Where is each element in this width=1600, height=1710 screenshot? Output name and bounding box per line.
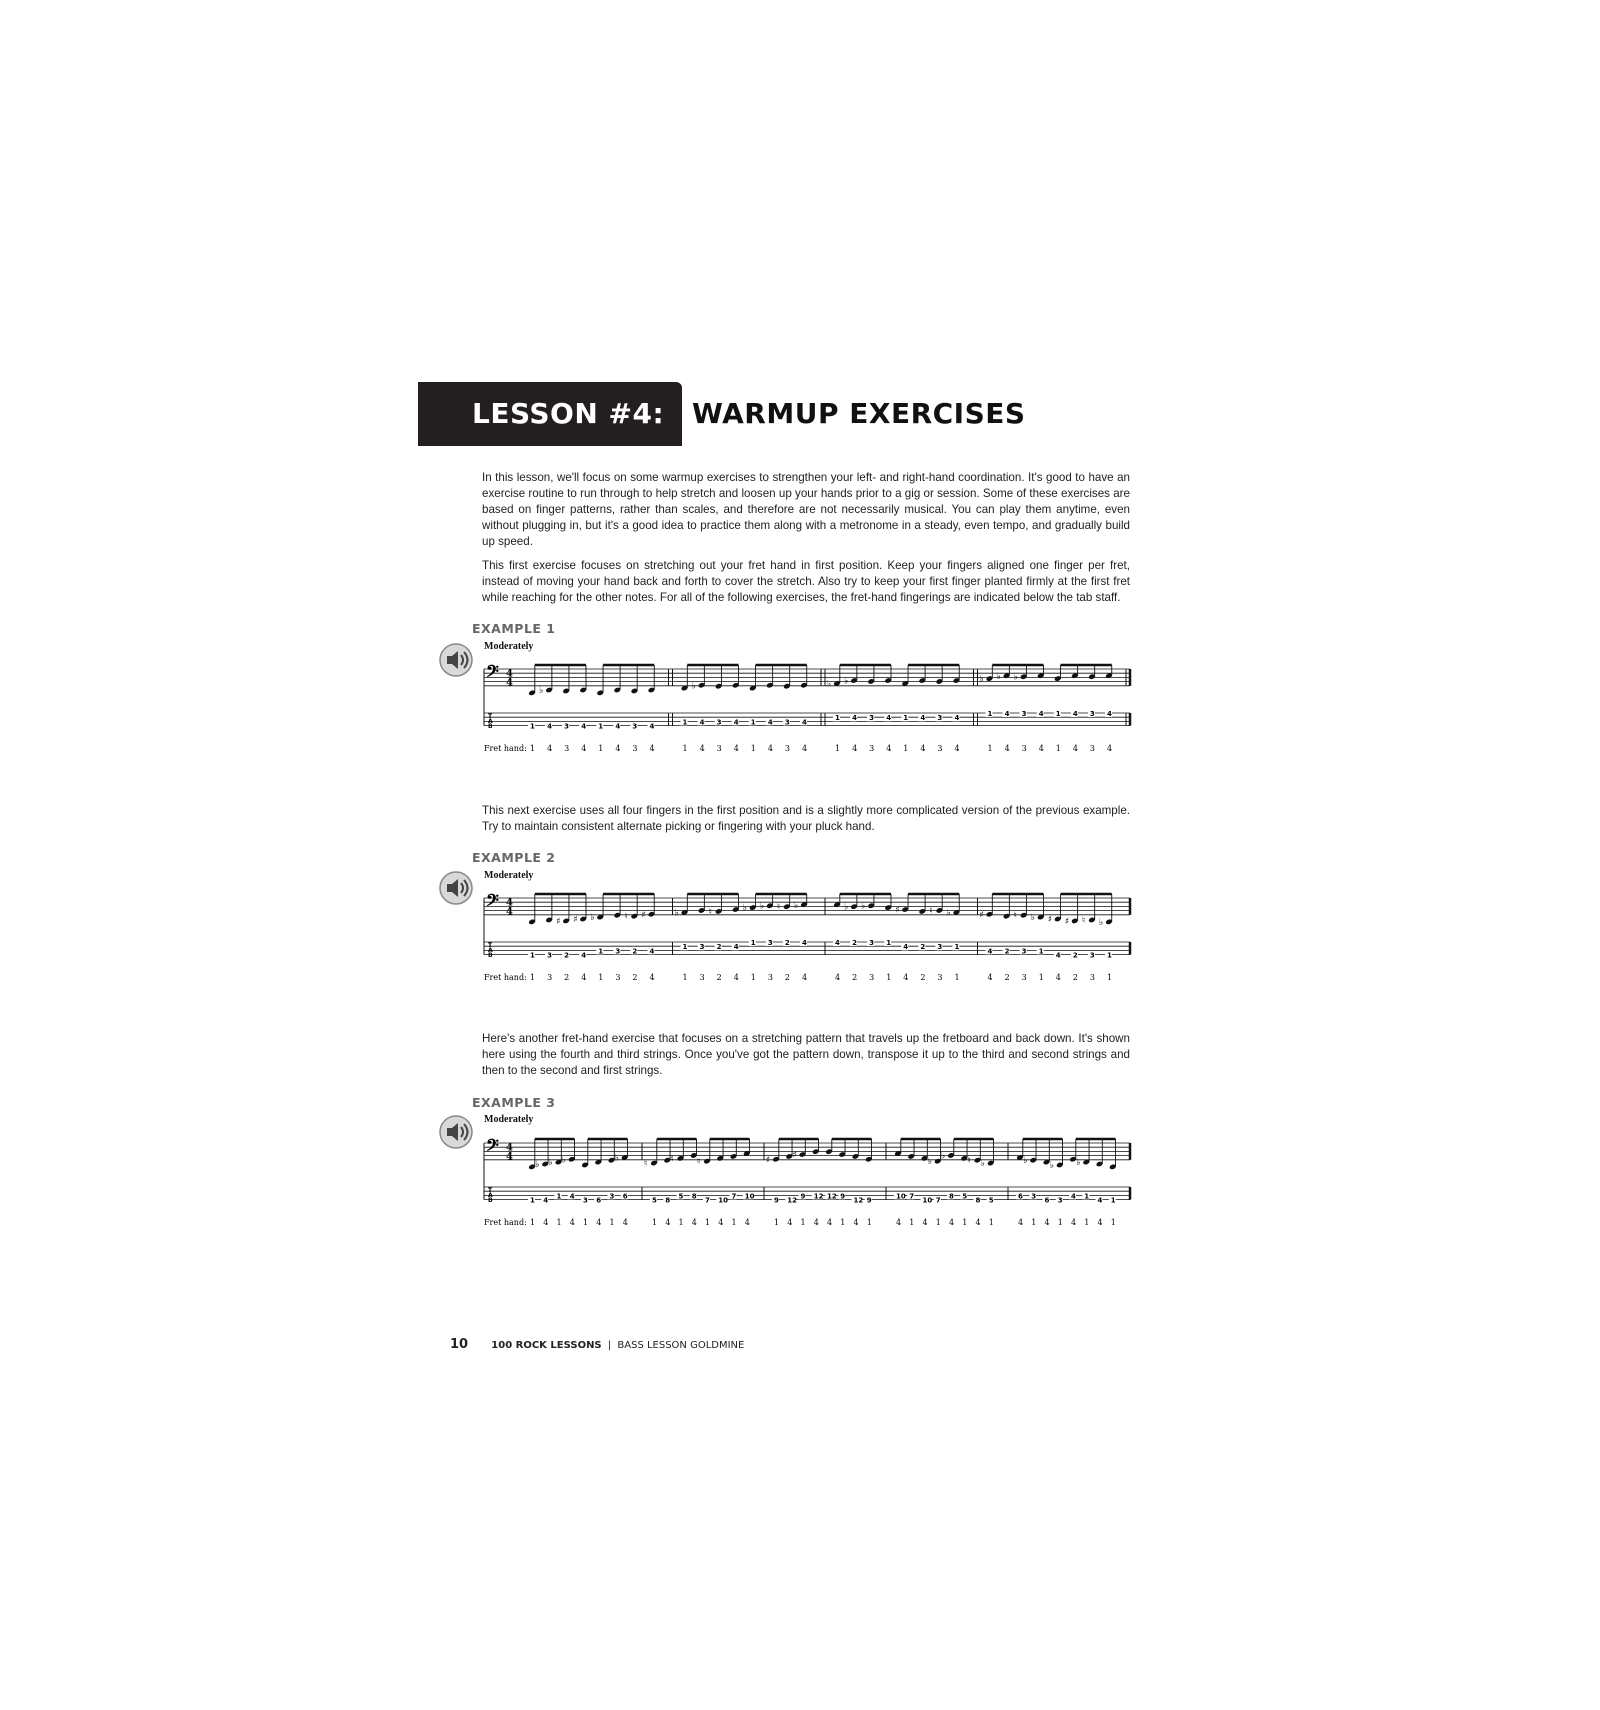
audio-speaker-icon[interactable] bbox=[438, 870, 474, 906]
tab-number: 7 bbox=[731, 1192, 737, 1201]
accidental: ♯ bbox=[979, 910, 984, 921]
tab-clef-letter: A bbox=[488, 1192, 493, 1199]
tab-number: 3 bbox=[583, 1196, 588, 1205]
accidental: ♭ bbox=[793, 900, 799, 911]
fret-hand-finger: 3 bbox=[1021, 744, 1027, 753]
tab-number: 8 bbox=[691, 1192, 697, 1201]
fret-hand-finger: 4 bbox=[1072, 744, 1078, 753]
tab-number: 6 bbox=[1044, 1196, 1050, 1205]
accidental: ♭ bbox=[1013, 672, 1018, 683]
tab-number: 7 bbox=[909, 1192, 915, 1201]
tab-number: 9 bbox=[800, 1192, 806, 1201]
fret-hand-finger: 4 bbox=[733, 973, 739, 982]
fret-hand-finger: 4 bbox=[665, 1218, 671, 1227]
fret-hand-finger: 1 bbox=[530, 1218, 536, 1227]
example-2-label: EXAMPLE 2 bbox=[472, 850, 556, 865]
tab-number: 3 bbox=[699, 943, 705, 952]
fret-hand-finger: 4 bbox=[615, 744, 621, 753]
fret-hand-finger: 4 bbox=[853, 1218, 859, 1227]
tab-number: 3 bbox=[564, 722, 569, 731]
bass-clef: 𝄢 bbox=[486, 660, 499, 685]
fret-hand-finger: 2 bbox=[564, 973, 570, 982]
fret-hand-finger: 1 bbox=[1110, 1218, 1116, 1227]
tab-number: 3 bbox=[615, 947, 621, 956]
tab-number: 3 bbox=[767, 939, 773, 947]
fret-hand-finger: 4 bbox=[1044, 1218, 1050, 1227]
fret-hand-finger: 4 bbox=[543, 1218, 549, 1227]
tab-number: 9 bbox=[840, 1192, 846, 1201]
fret-hand-finger: 1 bbox=[678, 1218, 684, 1227]
fret-hand-finger: 1 bbox=[530, 744, 536, 753]
tab-number: 3 bbox=[784, 718, 790, 727]
tab-number: 4 bbox=[954, 714, 960, 723]
accidental: ♭ bbox=[1030, 913, 1035, 924]
tab-number: 1 bbox=[750, 718, 756, 727]
fret-hand-finger: 4 bbox=[813, 1218, 819, 1227]
tab-number: 4 bbox=[649, 947, 655, 956]
accidental: ♮ bbox=[929, 906, 933, 917]
fret-hand-finger: 2 bbox=[716, 973, 722, 982]
fret-hand-finger: 1 bbox=[530, 973, 536, 982]
tab-number: 3 bbox=[1021, 710, 1027, 718]
tab-number: 12 bbox=[827, 1192, 837, 1201]
tab-number: 3 bbox=[716, 718, 722, 727]
fret-hand-finger: 1 bbox=[962, 1218, 968, 1227]
accidental: ♭ bbox=[861, 901, 866, 912]
fret-hand-finger: 3 bbox=[937, 973, 943, 982]
fret-hand-finger: 1 bbox=[935, 1218, 941, 1227]
page-footer bbox=[450, 1337, 744, 1352]
tab-number: 5 bbox=[962, 1192, 968, 1201]
tab-number: 3 bbox=[1089, 710, 1095, 718]
tab-number: 4 bbox=[581, 722, 587, 731]
tab-number: 4 bbox=[767, 718, 773, 727]
tab-number: 4 bbox=[1055, 951, 1061, 960]
tab-number: 9 bbox=[866, 1196, 872, 1205]
fret-hand-finger: 3 bbox=[632, 744, 638, 753]
accidental: ♯ bbox=[895, 905, 900, 916]
fret-hand-finger: 4 bbox=[699, 744, 705, 753]
fret-hand-finger: 3 bbox=[716, 744, 722, 753]
accidental: ♮ bbox=[624, 912, 628, 923]
tab-number: 3 bbox=[1031, 1192, 1037, 1201]
tab-number: 4 bbox=[733, 718, 739, 727]
tab-clef-letter: T bbox=[488, 713, 493, 720]
tab-number: 12 bbox=[813, 1192, 824, 1201]
time-signature-bottom: 4 bbox=[506, 677, 513, 689]
example-1-notation bbox=[482, 653, 1134, 753]
tab-number: 8 bbox=[665, 1196, 671, 1205]
fret-hand-finger: 1 bbox=[583, 1218, 589, 1227]
fret-hand-finger: 4 bbox=[827, 1218, 833, 1227]
lesson-number-banner bbox=[418, 382, 682, 446]
fret-hand-finger: 1 bbox=[954, 973, 960, 982]
tab-number: 4 bbox=[1071, 1192, 1076, 1201]
accidental: ♭ bbox=[590, 913, 595, 924]
first-exercise-paragraph: This first exercise focuses on stretching out your fret hand in first position. Keep your fingers aligned one finger per fret, instead of moving your hand back and forth to cover the stretch. Also try to keep your first finger planted firmly at the first fret while reaching for the other notes. For all of the following exercises, the fret-hand fingerings are indicated below the tab staff. bbox=[482, 559, 1130, 604]
tab-clef-letter: T bbox=[488, 942, 493, 949]
accidental: ♭ bbox=[996, 671, 1001, 682]
fret-hand-finger: 4 bbox=[622, 1218, 628, 1227]
example-1-label: EXAMPLE 1 bbox=[472, 621, 556, 636]
tab-number: 1 bbox=[682, 718, 688, 727]
fret-hand-finger: 4 bbox=[718, 1218, 724, 1227]
tab-number: 6 bbox=[1018, 1192, 1023, 1201]
fret-hand-finger: 1 bbox=[909, 1218, 915, 1227]
tab-number: 10 bbox=[744, 1192, 755, 1201]
fret-hand-finger: 4 bbox=[987, 973, 993, 982]
accidental: ♭ bbox=[759, 901, 765, 912]
fret-hand-finger: 3 bbox=[937, 744, 943, 753]
tab-number: 2 bbox=[1072, 951, 1078, 960]
lesson-title: WARMUP EXERCISES bbox=[692, 397, 1026, 430]
bass-clef: 𝄢 bbox=[486, 1134, 499, 1159]
accidental: ♯ bbox=[792, 1150, 797, 1161]
fret-hand-finger: 3 bbox=[1089, 744, 1095, 753]
fret-hand-finger: 3 bbox=[1089, 973, 1095, 982]
fret-hand-finger: 1 bbox=[598, 744, 604, 753]
book-title: 100 ROCK LESSONS bbox=[491, 1340, 602, 1351]
fret-hand-finger: 1 bbox=[800, 1218, 806, 1227]
audio-speaker-icon[interactable] bbox=[438, 1114, 474, 1150]
tab-number: 4 bbox=[987, 947, 993, 956]
fret-hand-finger: 4 bbox=[733, 744, 739, 753]
accidental: ♭ bbox=[1023, 1156, 1028, 1167]
fret-hand-finger: 1 bbox=[1057, 1218, 1063, 1227]
fret-hand-finger: 4 bbox=[886, 744, 892, 753]
fret-hand-finger: 4 bbox=[954, 744, 960, 753]
accidental: ♯ bbox=[1047, 915, 1053, 925]
tab-number: 3 bbox=[1057, 1196, 1063, 1205]
fret-hand-finger: 4 bbox=[649, 744, 655, 753]
fret-hand-finger: 4 bbox=[569, 1218, 575, 1227]
fret-hand-finger: 3 bbox=[767, 973, 773, 982]
fret-hand-finger: 4 bbox=[744, 1218, 750, 1227]
tab-number: 1 bbox=[682, 943, 688, 952]
fret-hand-finger: 1 bbox=[731, 1218, 737, 1227]
book-subtitle: BASS LESSON GOLDMINE bbox=[617, 1340, 745, 1351]
tab-number: 3 bbox=[609, 1192, 615, 1201]
fret-hand-label: Fret hand: bbox=[484, 973, 527, 982]
accidental: ♭ bbox=[844, 676, 849, 687]
example-2-notation bbox=[482, 882, 1134, 982]
tab-number: 4 bbox=[615, 722, 621, 731]
next-exercise-paragraph: This next exercise uses all four fingers in the first position and is a slightly more complicated version of the previous example. Try to maintain consistent alternate picking or fingering with your pluck hand. bbox=[482, 804, 1130, 833]
fret-hand-label: Fret hand: bbox=[484, 1218, 527, 1227]
accidental: ♭ bbox=[927, 1157, 932, 1168]
fret-hand-finger: 4 bbox=[896, 1218, 902, 1227]
accidental: ♮ bbox=[708, 907, 712, 918]
accidental: ♭ bbox=[946, 908, 951, 919]
tab-clef-letter: A bbox=[488, 718, 493, 725]
fret-hand-finger: 1 bbox=[682, 744, 688, 753]
fret-hand-finger: 2 bbox=[920, 973, 926, 982]
tab-number: 4 bbox=[903, 943, 909, 952]
fret-hand-finger: 1 bbox=[866, 1218, 872, 1227]
tab-number: 4 bbox=[801, 718, 807, 727]
accidental: ♮ bbox=[644, 1159, 648, 1170]
tab-number: 1 bbox=[954, 943, 960, 952]
tab-number: 4 bbox=[1072, 710, 1078, 718]
fret-hand-finger: 1 bbox=[1031, 1218, 1037, 1227]
fret-hand-finger: 1 bbox=[774, 1218, 780, 1227]
tab-number: 1 bbox=[903, 714, 909, 723]
lesson-number: LESSON #4: bbox=[472, 397, 665, 430]
fret-hand-finger: 3 bbox=[615, 973, 621, 982]
fret-hand-finger: 1 bbox=[609, 1218, 615, 1227]
tab-clef-letter: T bbox=[488, 1187, 493, 1194]
fret-hand-finger: 4 bbox=[903, 973, 909, 982]
tab-number: 4 bbox=[852, 714, 857, 723]
tab-number: 5 bbox=[988, 1196, 994, 1205]
tab-number: 1 bbox=[886, 939, 892, 947]
fret-hand-finger: 4 bbox=[1038, 744, 1044, 753]
tab-clef-letter: A bbox=[488, 947, 493, 954]
tab-number: 1 bbox=[1084, 1192, 1090, 1201]
tab-number: 1 bbox=[530, 1196, 535, 1205]
fret-hand-finger: 3 bbox=[784, 744, 790, 753]
tab-number: 1 bbox=[835, 714, 840, 723]
tab-number: 4 bbox=[886, 714, 892, 723]
fret-hand-finger: 3 bbox=[564, 744, 570, 753]
fret-hand-label: Fret hand: bbox=[484, 744, 527, 753]
example-3-notation bbox=[482, 1127, 1134, 1227]
fret-hand-finger: 4 bbox=[1071, 1218, 1077, 1227]
tab-number: 5 bbox=[652, 1196, 657, 1205]
tab-number: 2 bbox=[632, 947, 638, 956]
tab-number: 4 bbox=[733, 943, 739, 952]
time-signature-bottom: 4 bbox=[506, 906, 513, 918]
tab-number: 5 bbox=[678, 1192, 684, 1201]
accidental: ♮ bbox=[967, 1156, 971, 1167]
tab-number: 4 bbox=[543, 1196, 549, 1205]
fret-hand-finger: 4 bbox=[787, 1218, 793, 1227]
time-signature-top: 4 bbox=[506, 897, 513, 909]
tab-number: 12 bbox=[787, 1196, 797, 1205]
fret-hand-finger: 4 bbox=[801, 744, 808, 753]
fret-hand-finger: 4 bbox=[691, 1218, 697, 1227]
tab-number: 4 bbox=[801, 939, 807, 947]
accidental: ♭ bbox=[827, 679, 832, 690]
fret-hand-finger: 2 bbox=[784, 973, 790, 982]
tab-number: 7 bbox=[705, 1196, 710, 1205]
tab-number: 6 bbox=[622, 1192, 628, 1201]
tab-number: 10 bbox=[922, 1196, 933, 1205]
fret-hand-finger: 4 bbox=[581, 973, 587, 982]
fret-hand-finger: 4 bbox=[547, 744, 553, 753]
accidental: ♮ bbox=[1013, 911, 1017, 922]
example-3-label: EXAMPLE 3 bbox=[472, 1095, 556, 1110]
fret-hand-finger: 4 bbox=[835, 973, 841, 982]
tab-number: 4 bbox=[547, 722, 552, 731]
accidental: ♮ bbox=[697, 1157, 701, 1168]
example-1-tempo: Moderately bbox=[484, 641, 534, 652]
fret-hand-finger: 2 bbox=[1072, 973, 1078, 982]
accidental: ♭ bbox=[614, 1153, 619, 1164]
fret-hand-finger: 1 bbox=[886, 973, 892, 982]
fret-hand-finger: 1 bbox=[835, 744, 841, 753]
fret-hand-finger: 1 bbox=[903, 744, 909, 753]
accidental: ♯ bbox=[556, 916, 561, 927]
tab-number: 4 bbox=[835, 939, 840, 947]
accidental: ♯ bbox=[573, 915, 578, 925]
tab-number: 3 bbox=[869, 939, 874, 947]
accidental: ♭ bbox=[674, 908, 679, 919]
fret-hand-finger: 4 bbox=[949, 1218, 955, 1227]
fret-hand-finger: 1 bbox=[1055, 744, 1061, 753]
fret-hand-finger: 3 bbox=[699, 973, 705, 982]
tab-number: 6 bbox=[596, 1196, 602, 1205]
accidental: ♭ bbox=[548, 1158, 553, 1169]
fret-hand-finger: 2 bbox=[1004, 973, 1010, 982]
tab-number: 1 bbox=[987, 710, 993, 718]
tab-number: 8 bbox=[975, 1196, 981, 1205]
fret-hand-finger: 4 bbox=[1106, 744, 1113, 753]
tab-number: 3 bbox=[1089, 951, 1095, 960]
fret-hand-finger: 1 bbox=[652, 1218, 658, 1227]
tab-number: 4 bbox=[1038, 710, 1044, 718]
example-3-tempo: Moderately bbox=[484, 1114, 534, 1125]
tab-number: 2 bbox=[716, 943, 722, 952]
accidental: ♭ bbox=[979, 674, 984, 685]
fret-hand-finger: 4 bbox=[852, 744, 858, 753]
accidental: ♯ bbox=[766, 1155, 771, 1166]
tab-number: 1 bbox=[530, 722, 535, 731]
accidental: ♭ bbox=[1076, 1158, 1081, 1169]
tab-number: 2 bbox=[784, 939, 790, 947]
fret-hand-finger: 1 bbox=[556, 1218, 562, 1227]
accidental: ♭ bbox=[539, 686, 544, 696]
fret-hand-finger: 4 bbox=[975, 1218, 981, 1227]
fret-hand-finger: 1 bbox=[682, 973, 688, 982]
tab-number: 8 bbox=[949, 1192, 954, 1201]
tab-number: 3 bbox=[632, 722, 638, 731]
footer-separator: | bbox=[607, 1340, 612, 1351]
fret-hand-finger: 4 bbox=[922, 1218, 928, 1227]
tab-clef-letter: B bbox=[488, 723, 493, 730]
intro-paragraph: In this lesson, we'll focus on some warmup exercises to strengthen your left- and right-hand coordination. It's good to have an exercise routine to run through to help stretch and loosen up your hands prior to a gig or session. Some of these exercises are based on finger patterns, rather than scales, and therefore are not necessarily musical. You can play them anytime, even without plugging in, but it's a good idea to practice them along with a metronome in a steady, even tempo, and gradually build up speed. bbox=[482, 471, 1130, 548]
tab-number: 12 bbox=[853, 1196, 864, 1205]
accidental: ♮ bbox=[670, 1154, 674, 1165]
tab-number: 1 bbox=[556, 1192, 562, 1201]
fret-hand-finger: 3 bbox=[547, 973, 553, 982]
fret-hand-finger: 1 bbox=[705, 1218, 711, 1227]
bass-clef: 𝄢 bbox=[486, 889, 499, 914]
fret-hand-finger: 3 bbox=[869, 973, 875, 982]
tab-clef-letter: B bbox=[488, 1197, 493, 1204]
third-exercise-paragraph: Here's another fret-hand exercise that focuses on a stretching pattern that travels up the fretboard and back down. It's shown here using the fourth and third strings. Once you've got the pattern down, transpose it up to the third and second strings and then to the second and first strings. bbox=[482, 1032, 1130, 1077]
tab-number: 4 bbox=[1097, 1196, 1103, 1205]
accidental: ♭ bbox=[535, 1160, 540, 1170]
tab-number: 4 bbox=[1004, 710, 1010, 718]
tab-number: 2 bbox=[920, 943, 926, 952]
time-signature-top: 4 bbox=[506, 1142, 513, 1154]
accidental: ♭ bbox=[742, 903, 747, 914]
fret-hand-finger: 1 bbox=[1084, 1218, 1090, 1227]
accidental: ♭ bbox=[980, 1159, 985, 1170]
accidental: ♮ bbox=[776, 902, 781, 913]
tab-number: 3 bbox=[937, 714, 943, 723]
tab-number: 3 bbox=[1021, 947, 1027, 956]
tab-number: 4 bbox=[649, 722, 655, 731]
tab-number: 2 bbox=[564, 951, 569, 960]
tab-number: 7 bbox=[935, 1196, 941, 1205]
fret-hand-finger: 3 bbox=[1021, 973, 1027, 982]
tab-number: 10 bbox=[896, 1192, 906, 1201]
tab-number: 2 bbox=[852, 939, 857, 947]
fret-hand-finger: 4 bbox=[1055, 973, 1061, 982]
accidental: ♭ bbox=[1049, 1160, 1054, 1171]
tab-clef-letter: B bbox=[488, 952, 493, 959]
fret-hand-finger: 1 bbox=[1106, 973, 1113, 982]
tab-number: 4 bbox=[699, 718, 705, 727]
tab-number: 2 bbox=[1004, 947, 1010, 956]
tab-number: 1 bbox=[1038, 947, 1044, 956]
fret-hand-finger: 4 bbox=[1018, 1218, 1024, 1227]
tab-number: 3 bbox=[937, 943, 943, 952]
tab-number: 9 bbox=[774, 1196, 779, 1205]
fret-hand-finger: 1 bbox=[750, 973, 756, 982]
tab-number: 4 bbox=[1106, 710, 1112, 718]
fret-hand-finger: 1 bbox=[988, 1218, 994, 1227]
fret-hand-finger: 3 bbox=[869, 744, 875, 753]
fret-hand-finger: 1 bbox=[750, 744, 756, 753]
tab-number: 1 bbox=[750, 939, 756, 947]
tab-number: 3 bbox=[869, 714, 874, 723]
fret-hand-finger: 4 bbox=[1097, 1218, 1103, 1227]
fret-hand-finger: 4 bbox=[581, 744, 587, 753]
fret-hand-finger: 1 bbox=[987, 744, 993, 753]
accidental: ♭ bbox=[1098, 917, 1104, 928]
tab-number: 1 bbox=[598, 722, 604, 731]
fret-hand-finger: 4 bbox=[801, 973, 808, 982]
tab-number: 1 bbox=[1055, 710, 1061, 718]
tab-number: 4 bbox=[920, 714, 926, 723]
tab-number: 1 bbox=[1110, 1196, 1116, 1205]
accidental: ♭ bbox=[844, 902, 849, 913]
example-2-tempo: Moderately bbox=[484, 870, 534, 881]
fret-hand-finger: 4 bbox=[1004, 744, 1010, 753]
accidental: ♮ bbox=[1081, 915, 1086, 926]
fret-hand-finger: 1 bbox=[1038, 973, 1044, 982]
fret-hand-finger: 1 bbox=[840, 1218, 846, 1227]
fret-hand-finger: 4 bbox=[649, 973, 655, 982]
time-signature-top: 4 bbox=[506, 668, 513, 680]
fret-hand-finger: 2 bbox=[852, 973, 858, 982]
time-signature-bottom: 4 bbox=[506, 1151, 513, 1163]
tab-number: 4 bbox=[581, 951, 587, 960]
accidental: ♭ bbox=[561, 1155, 566, 1166]
tab-number: 3 bbox=[547, 951, 552, 960]
tab-number: 10 bbox=[718, 1196, 728, 1205]
tab-number: 4 bbox=[569, 1192, 575, 1201]
tab-number: 1 bbox=[530, 951, 535, 960]
accidental: ♯ bbox=[1064, 916, 1070, 927]
accidental: ♯ bbox=[641, 910, 646, 921]
accidental: ♭ bbox=[691, 681, 696, 692]
fret-hand-finger: 4 bbox=[767, 744, 773, 753]
fret-hand-finger: 4 bbox=[596, 1218, 602, 1227]
accidental: ♭ bbox=[941, 1151, 946, 1162]
page-number: 10 bbox=[450, 1337, 469, 1352]
fret-hand-finger: 4 bbox=[920, 744, 926, 753]
tab-number: 1 bbox=[1106, 951, 1112, 960]
tab-number: 1 bbox=[598, 947, 604, 956]
fret-hand-finger: 2 bbox=[632, 973, 638, 982]
audio-speaker-icon[interactable] bbox=[438, 642, 474, 678]
fret-hand-finger: 1 bbox=[598, 973, 604, 982]
